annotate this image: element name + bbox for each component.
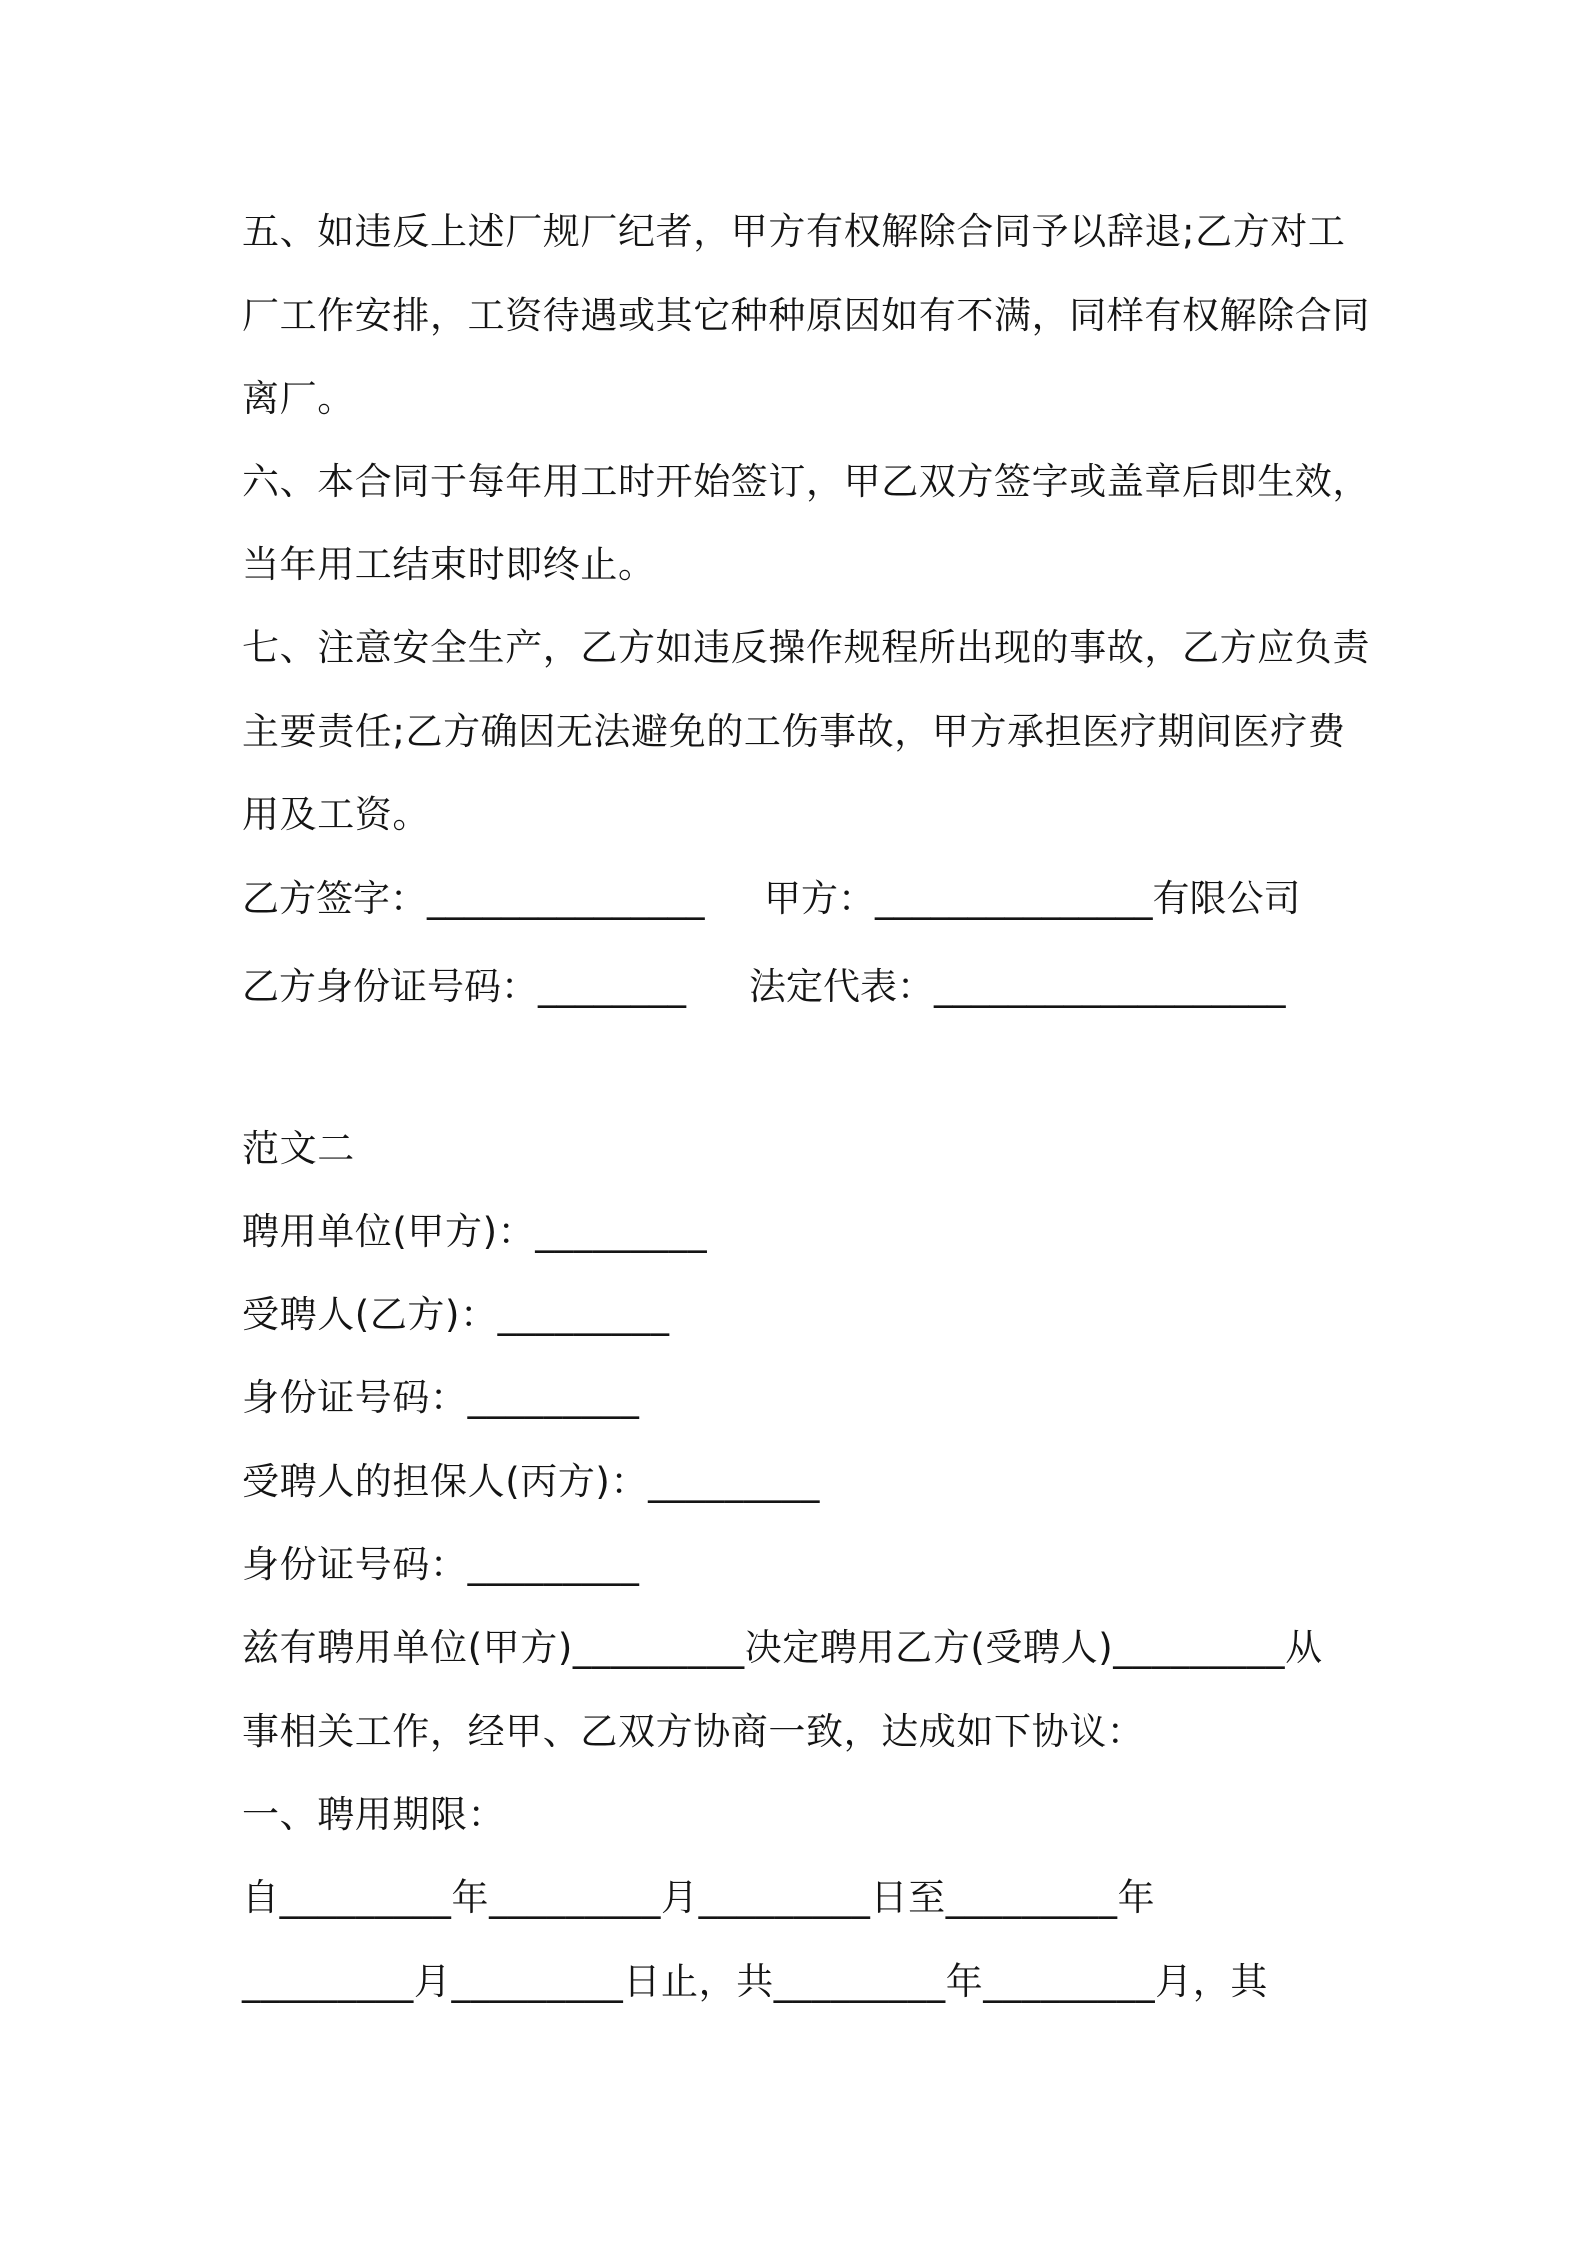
term-heading: 一、聘用期限： xyxy=(242,1793,506,1836)
section7-line-3: 用及工资。 xyxy=(242,793,430,836)
section5-line-2: 厂工作安排，工资待遇或其它种种原因如有不满，同样有权解除合同 xyxy=(242,294,1370,337)
employee-field: 受聘人(乙方)：_________ xyxy=(242,1293,670,1336)
employer-field: 聘用单位(甲方)：_________ xyxy=(242,1210,708,1253)
sample2-title: 范文二 xyxy=(242,1127,355,1170)
section5-line-1: 五、如违反上述厂规厂纪者，甲方有权解除合同予以辞退;乙方对工 xyxy=(242,210,1346,253)
agreement-line-1: 兹有聘用单位(甲方)_________决定聘用乙方(受聘人)_________从 xyxy=(242,1626,1323,1669)
agreement-line-2: 事相关工作，经甲、乙双方协商一致，达成如下协议： xyxy=(242,1710,1145,1753)
party-a-company: 甲方：_______________有限公司 xyxy=(764,877,1301,920)
party-b-signature: 乙方签字：_______________ xyxy=(242,877,705,920)
legal-representative: 法定代表：___________________ xyxy=(749,965,1286,1008)
section5-line-3: 离厂。 xyxy=(242,377,355,420)
party-b-id-number: 乙方身份证号码：________ xyxy=(242,965,686,1008)
section7-line-2: 主要责任;乙方确因无法避免的工伤事故，甲方承担医疗期间医疗费 xyxy=(242,710,1346,753)
term-line-2: _________月_________日止，共_________年_________月，其 xyxy=(242,1960,1268,2003)
section7-line-1: 七、注意安全生产，乙方如违反操作规程所出现的事故，乙方应负责 xyxy=(242,626,1370,669)
term-line-1: 自_________年_________月_________日至_________年 xyxy=(242,1876,1156,1919)
id-number-field-2: 身份证号码：_________ xyxy=(242,1543,640,1586)
section6-line-1: 六、本合同于每年用工时开始签订，甲乙双方签字或盖章后即生效， xyxy=(242,460,1370,503)
guarantor-field: 受聘人的担保人(丙方)：_________ xyxy=(242,1460,820,1503)
id-number-field-1: 身份证号码：_________ xyxy=(242,1376,640,1419)
section6-line-2: 当年用工结束时即终止。 xyxy=(242,543,656,586)
